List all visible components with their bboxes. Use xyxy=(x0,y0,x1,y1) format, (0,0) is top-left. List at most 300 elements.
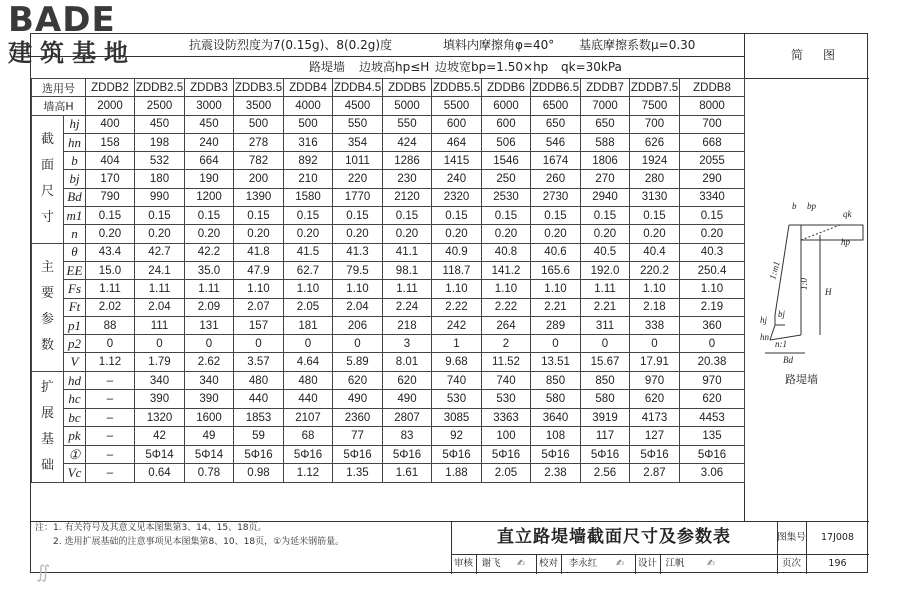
value-cell: 546 xyxy=(531,133,581,151)
value-cell: 0.15 xyxy=(630,207,680,225)
value-cell: 2530 xyxy=(482,188,531,206)
model-cell: ZDDB6 xyxy=(482,79,531,97)
wall-cross-section-sketch xyxy=(745,195,870,395)
value-cell: 181 xyxy=(284,316,333,334)
value-cell: 0.20 xyxy=(531,225,581,243)
value-cell: 2.22 xyxy=(432,298,482,316)
value-cell: 42.7 xyxy=(135,243,185,261)
value-cell: 0.20 xyxy=(135,225,185,243)
symbol-cell: m1 xyxy=(64,207,86,225)
value-cell: 390 xyxy=(135,390,185,409)
symbol-cell: Bd xyxy=(64,188,86,206)
value-cell: 2 xyxy=(482,335,531,353)
value-cell: 5Φ16 xyxy=(432,445,482,464)
group-label-char: 础 xyxy=(40,457,54,473)
sketch-label-m1: 1:m1 xyxy=(767,260,782,281)
value-cell: 464 xyxy=(432,133,482,151)
height-cell: 4000 xyxy=(284,97,333,115)
value-cell: 200 xyxy=(234,170,284,188)
value-cell: 3.06 xyxy=(680,464,745,483)
value-cell: 650 xyxy=(531,115,581,133)
value-cell: 98.1 xyxy=(383,261,432,279)
group-label-char: 面 xyxy=(40,158,54,174)
value-cell: 0 xyxy=(86,335,135,353)
value-cell: 2.18 xyxy=(630,298,680,316)
value-cell: 127 xyxy=(630,427,680,446)
value-cell: 131 xyxy=(185,316,234,334)
value-cell: 41.5 xyxy=(284,243,333,261)
value-cell: 0.78 xyxy=(185,464,234,483)
value-cell: 2807 xyxy=(383,408,432,427)
value-cell: 88 xyxy=(86,316,135,334)
value-cell: 180 xyxy=(135,170,185,188)
table-row xyxy=(32,207,745,225)
group-label-char: 扩 xyxy=(40,379,54,395)
symbol-cell: hc xyxy=(64,390,86,409)
group-label-char: 基 xyxy=(40,431,54,447)
model-cell: ZDDB5 xyxy=(383,79,432,97)
value-cell: 3.57 xyxy=(234,353,284,371)
value-cell: 141.2 xyxy=(482,261,531,279)
value-cell: 668 xyxy=(680,133,745,151)
value-cell: 0.15 xyxy=(482,207,531,225)
value-cell: – xyxy=(86,371,135,390)
symbol-cell: bj xyxy=(64,170,86,188)
page-label: 页次 xyxy=(781,558,801,569)
value-cell: 4453 xyxy=(680,408,745,427)
value-cell: 2055 xyxy=(680,152,745,170)
value-cell: 1546 xyxy=(482,152,531,170)
value-cell: 3363 xyxy=(482,408,531,427)
value-cell: 650 xyxy=(581,115,630,133)
sketch-label-b: b xyxy=(792,201,797,211)
value-cell: 1.10 xyxy=(630,280,680,298)
drawing-frame xyxy=(30,33,868,573)
symbol-cell: V xyxy=(64,353,86,371)
value-cell: 1390 xyxy=(234,188,284,206)
height-cell: 5000 xyxy=(383,97,432,115)
value-cell: 2120 xyxy=(383,188,432,206)
model-cell: ZDDB4.5 xyxy=(333,79,383,97)
value-cell: 5Φ14 xyxy=(135,445,185,464)
value-cell: 40.8 xyxy=(482,243,531,261)
sketch-label-bd: Bd xyxy=(783,355,793,365)
value-cell: 790 xyxy=(86,188,135,206)
value-cell: 850 xyxy=(531,371,581,390)
table-row xyxy=(32,280,745,298)
value-cell: 230 xyxy=(383,170,432,188)
value-cell: 43.4 xyxy=(86,243,135,261)
value-cell: 5Φ16 xyxy=(680,445,745,464)
value-cell: 1 xyxy=(432,335,482,353)
sketch-label-hn: hn xyxy=(760,332,769,342)
value-cell: 2.02 xyxy=(86,298,135,316)
reviewer: 谢飞 xyxy=(481,558,501,569)
value-cell: 1.10 xyxy=(432,280,482,298)
value-cell: 0.20 xyxy=(581,225,630,243)
value-cell: 0 xyxy=(333,335,383,353)
symbol-cell: p1 xyxy=(64,316,86,334)
value-cell: 0.20 xyxy=(680,225,745,243)
group-label-char: 参 xyxy=(40,312,54,328)
friction-angle: 填料内摩擦角φ=40° xyxy=(443,38,555,52)
value-cell: 664 xyxy=(185,152,234,170)
height-cell: 4500 xyxy=(333,97,383,115)
value-cell: 970 xyxy=(630,371,680,390)
value-cell: 20.38 xyxy=(680,353,745,371)
group-label xyxy=(32,371,64,482)
check-label: 校对 xyxy=(538,558,558,569)
table-row xyxy=(32,243,745,261)
value-cell: 0.15 xyxy=(531,207,581,225)
value-cell: 1.10 xyxy=(482,280,531,298)
sketch-title: 简图 xyxy=(791,48,856,62)
value-cell: 0.20 xyxy=(86,225,135,243)
value-cell: 970 xyxy=(680,371,745,390)
value-cell: 440 xyxy=(284,390,333,409)
value-cell: 1.35 xyxy=(333,464,383,483)
value-cell: 111 xyxy=(135,316,185,334)
value-cell: 3340 xyxy=(680,188,745,206)
value-cell: 41.8 xyxy=(234,243,284,261)
value-cell: 530 xyxy=(432,390,482,409)
value-cell: 77 xyxy=(333,427,383,446)
value-cell: 404 xyxy=(86,152,135,170)
value-cell: 2.21 xyxy=(531,298,581,316)
table-row xyxy=(32,115,745,133)
symbol-cell: pk xyxy=(64,427,86,446)
symbol-cell: EE xyxy=(64,261,86,279)
value-cell: 240 xyxy=(185,133,234,151)
value-cell: 41.1 xyxy=(383,243,432,261)
value-cell: 1011 xyxy=(333,152,383,170)
value-cell: 1200 xyxy=(185,188,234,206)
value-cell: 0.15 xyxy=(383,207,432,225)
value-cell: 280 xyxy=(630,170,680,188)
group-label-char: 截 xyxy=(40,132,54,148)
table-row xyxy=(32,152,745,170)
value-cell: 24.1 xyxy=(135,261,185,279)
value-cell: 264 xyxy=(482,316,531,334)
sketch-label-hp: hp xyxy=(841,237,850,247)
value-cell: 990 xyxy=(135,188,185,206)
value-cell: 2.09 xyxy=(185,298,234,316)
value-cell: 1924 xyxy=(630,152,680,170)
value-cell: 3 xyxy=(383,335,432,353)
value-cell: 5Φ14 xyxy=(185,445,234,464)
header-row-1 xyxy=(31,34,744,56)
value-cell: 1.10 xyxy=(284,280,333,298)
value-cell: 1600 xyxy=(185,408,234,427)
group-label-char: 主 xyxy=(40,260,54,276)
value-cell: 0.15 xyxy=(333,207,383,225)
value-cell: 0.15 xyxy=(581,207,630,225)
value-cell: 0.20 xyxy=(284,225,333,243)
model-cell: ZDDB7 xyxy=(581,79,630,97)
table-row xyxy=(32,225,745,243)
value-cell: 40.5 xyxy=(581,243,630,261)
value-cell: 550 xyxy=(383,115,432,133)
value-cell: 165.6 xyxy=(531,261,581,279)
value-cell: 5Φ16 xyxy=(581,445,630,464)
value-cell: 700 xyxy=(680,115,745,133)
design-label: 设计 xyxy=(637,558,657,569)
value-cell: 506 xyxy=(482,133,531,151)
value-cell: 2730 xyxy=(531,188,581,206)
value-cell: 5Φ16 xyxy=(482,445,531,464)
value-cell: 210 xyxy=(284,170,333,188)
value-cell: 5Φ16 xyxy=(383,445,432,464)
value-cell: 218 xyxy=(383,316,432,334)
value-cell: 390 xyxy=(185,390,234,409)
height-cell: 7000 xyxy=(581,97,630,115)
value-cell: 2.56 xyxy=(581,464,630,483)
model-cell: ZDDB3.5 xyxy=(234,79,284,97)
value-cell: 40.4 xyxy=(630,243,680,261)
seismic-intensity: 抗震设防烈度为7(0.15g)、8(0.2g)度 xyxy=(189,38,393,52)
value-cell: 2.07 xyxy=(234,298,284,316)
value-cell: 40.6 xyxy=(531,243,581,261)
value-cell: 340 xyxy=(185,371,234,390)
value-cell: 290 xyxy=(680,170,745,188)
header-row-2 xyxy=(31,56,744,78)
value-cell: 0.98 xyxy=(234,464,284,483)
sketch-label-h: H xyxy=(825,287,832,297)
value-cell: 2.22 xyxy=(482,298,531,316)
value-cell: 42 xyxy=(135,427,185,446)
value-cell: 2.05 xyxy=(284,298,333,316)
value-cell: 626 xyxy=(630,133,680,151)
value-cell: 1.10 xyxy=(333,280,383,298)
value-cell: 79.5 xyxy=(333,261,383,279)
value-cell: 0.15 xyxy=(680,207,745,225)
symbol-cell: bc xyxy=(64,408,86,427)
value-cell: 354 xyxy=(333,133,383,151)
value-cell: 480 xyxy=(284,371,333,390)
value-cell: 108 xyxy=(531,427,581,446)
value-cell: 5Φ16 xyxy=(333,445,383,464)
checker: 李永红 xyxy=(568,558,598,569)
height-cell: 7500 xyxy=(630,97,680,115)
value-cell: 1.11 xyxy=(581,280,630,298)
value-cell: 1.12 xyxy=(86,353,135,371)
value-cell: 1.11 xyxy=(185,280,234,298)
value-cell: 1.10 xyxy=(234,280,284,298)
value-cell: 5.89 xyxy=(333,353,383,371)
value-cell: 450 xyxy=(185,115,234,133)
value-cell: 170 xyxy=(86,170,135,188)
value-cell: 206 xyxy=(333,316,383,334)
height-row xyxy=(32,97,745,115)
model-cell: ZDDB2 xyxy=(86,79,135,97)
value-cell: 1415 xyxy=(432,152,482,170)
designer-signature: ✍ xyxy=(707,558,715,569)
value-cell: – xyxy=(86,427,135,446)
value-cell: 11.52 xyxy=(482,353,531,371)
value-cell: 5Φ16 xyxy=(630,445,680,464)
group-label-char: 数 xyxy=(40,338,54,354)
value-cell: 92 xyxy=(432,427,482,446)
value-cell: 1.61 xyxy=(383,464,432,483)
value-cell: 40.9 xyxy=(432,243,482,261)
value-cell: 192.0 xyxy=(581,261,630,279)
value-cell: 580 xyxy=(531,390,581,409)
parameter-table xyxy=(31,78,745,483)
watermark-mark: ∬ xyxy=(36,562,51,583)
value-cell: 0.15 xyxy=(234,207,284,225)
value-cell: 550 xyxy=(333,115,383,133)
value-cell: 740 xyxy=(432,371,482,390)
value-cell: 620 xyxy=(630,390,680,409)
table-row xyxy=(32,427,745,446)
group-label-char: 展 xyxy=(40,405,54,421)
value-cell: 59 xyxy=(234,427,284,446)
symbol-cell: Ft xyxy=(64,298,86,316)
value-cell: 340 xyxy=(135,371,185,390)
value-cell: 49 xyxy=(185,427,234,446)
note-1: 注：1. 有关符号及其意义见本图集第3、14、15、18页。 xyxy=(35,523,267,533)
value-cell: 0.20 xyxy=(630,225,680,243)
height-cell: 8000 xyxy=(680,97,745,115)
notes xyxy=(35,521,344,549)
value-cell: 2.21 xyxy=(581,298,630,316)
value-cell: 2.38 xyxy=(531,464,581,483)
logo-text-en: BADE xyxy=(8,0,116,40)
table-row xyxy=(32,445,745,464)
value-cell: 2.04 xyxy=(333,298,383,316)
model-cell: ZDDB5.5 xyxy=(432,79,482,97)
table-row xyxy=(32,261,745,279)
value-cell: 3640 xyxy=(531,408,581,427)
value-cell: 600 xyxy=(482,115,531,133)
height-cell: 2000 xyxy=(86,97,135,115)
value-cell: 1.10 xyxy=(531,280,581,298)
value-cell: 240 xyxy=(432,170,482,188)
value-cell: 0 xyxy=(680,335,745,353)
base-friction: 基底摩擦系数μ=0.30 xyxy=(579,38,696,52)
value-cell: 0.15 xyxy=(432,207,482,225)
value-cell: 1.88 xyxy=(432,464,482,483)
value-cell: 892 xyxy=(284,152,333,170)
value-cell: 580 xyxy=(581,390,630,409)
value-cell: 0 xyxy=(135,335,185,353)
value-cell: 0.20 xyxy=(383,225,432,243)
symbol-cell: p2 xyxy=(64,335,86,353)
value-cell: 316 xyxy=(284,133,333,151)
value-cell: 4173 xyxy=(630,408,680,427)
value-cell: 1.11 xyxy=(135,280,185,298)
drawing-title: 直立路堤墙截面尺寸及参数表 xyxy=(497,527,731,547)
group-label-char: 要 xyxy=(40,286,54,302)
reviewer-signature: ✍ xyxy=(517,558,525,569)
value-cell: 400 xyxy=(86,115,135,133)
value-cell: 0 xyxy=(581,335,630,353)
model-cell: ZDDB3 xyxy=(185,79,234,97)
sketch-label-hj: hj xyxy=(760,315,768,325)
model-cell: ZDDB8 xyxy=(680,79,745,97)
table-row xyxy=(32,298,745,316)
value-cell: 1853 xyxy=(234,408,284,427)
value-cell: 0.15 xyxy=(86,207,135,225)
value-cell: 0.20 xyxy=(333,225,383,243)
note-2: 2. 选用扩展基础的注意事项见本图集第8、10、18页，①为延米钢筋量。 xyxy=(53,537,345,547)
symbol-cell: Vc xyxy=(64,464,86,483)
value-cell: 15.0 xyxy=(86,261,135,279)
table-row xyxy=(32,371,745,390)
height-cell: 3000 xyxy=(185,97,234,115)
value-cell: 500 xyxy=(284,115,333,133)
height-cell: 6500 xyxy=(531,97,581,115)
table-row xyxy=(32,188,745,206)
symbol-cell: ① xyxy=(64,445,86,464)
symbol-cell: hd xyxy=(64,371,86,390)
value-cell: – xyxy=(86,390,135,409)
value-cell: 1.11 xyxy=(383,280,432,298)
value-cell: 2.05 xyxy=(482,464,531,483)
value-cell: 2107 xyxy=(284,408,333,427)
wall-sketch-svg xyxy=(745,195,870,395)
value-cell: 220.2 xyxy=(630,261,680,279)
table-row xyxy=(32,335,745,353)
table-row xyxy=(32,390,745,409)
value-cell: 0.64 xyxy=(135,464,185,483)
value-cell: 1.79 xyxy=(135,353,185,371)
value-cell: 620 xyxy=(333,371,383,390)
group-label xyxy=(32,243,64,371)
value-cell: 2.24 xyxy=(383,298,432,316)
value-cell: 9.68 xyxy=(432,353,482,371)
value-cell: 0.15 xyxy=(135,207,185,225)
value-cell: 117 xyxy=(581,427,630,446)
value-cell: 588 xyxy=(581,133,630,151)
table-row xyxy=(32,133,745,151)
model-label: 选用号 xyxy=(32,79,86,97)
value-cell: 1320 xyxy=(135,408,185,427)
value-cell: 198 xyxy=(135,133,185,151)
value-cell: 424 xyxy=(383,133,432,151)
value-cell: 0 xyxy=(630,335,680,353)
height-label: 墙高H xyxy=(32,97,86,115)
value-cell: 0.20 xyxy=(482,225,531,243)
model-cell: ZDDB2.5 xyxy=(135,79,185,97)
page-number: 196 xyxy=(828,558,847,569)
sketch-label-bp: bp xyxy=(807,201,816,211)
value-cell: 490 xyxy=(333,390,383,409)
sketch-title-divider xyxy=(744,78,869,79)
model-cell: ZDDB6.5 xyxy=(531,79,581,97)
slope-width: 边坡宽bp=1.50×hp xyxy=(435,60,549,74)
symbol-cell: n xyxy=(64,225,86,243)
value-cell: 620 xyxy=(383,371,432,390)
value-cell: 0 xyxy=(185,335,234,353)
symbol-cell: θ xyxy=(64,243,86,261)
value-cell: 2320 xyxy=(432,188,482,206)
value-cell: 440 xyxy=(234,390,284,409)
slope-height: 边坡高hp≤H xyxy=(359,60,430,74)
value-cell: 5Φ16 xyxy=(234,445,284,464)
table-row xyxy=(32,464,745,483)
value-cell: 338 xyxy=(630,316,680,334)
value-cell: 118.7 xyxy=(432,261,482,279)
model-row xyxy=(32,79,745,97)
value-cell: 2360 xyxy=(333,408,383,427)
value-cell: 3919 xyxy=(581,408,630,427)
logo-text-cn: 建筑基地 xyxy=(8,38,136,67)
value-cell: 242 xyxy=(432,316,482,334)
value-cell: 1286 xyxy=(383,152,432,170)
sketch-label-bj: bj xyxy=(778,309,786,319)
table-row xyxy=(32,316,745,334)
